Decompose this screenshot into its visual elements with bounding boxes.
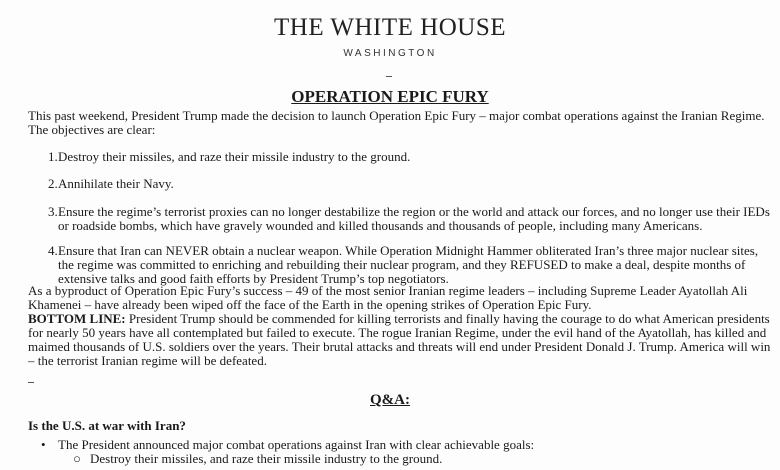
bottom-line-label: BOTTOM LINE: xyxy=(28,311,126,326)
objective-item xyxy=(58,150,410,164)
qa-heading: Q&A: xyxy=(370,392,410,408)
bottom-line-line: – the terrorist Iranian regime will be defeated. xyxy=(28,353,267,368)
objective-line: extensive talks and good faith efforts by President Trump’s top negotiators. xyxy=(58,271,449,286)
objective-number: 1. xyxy=(48,149,58,164)
bullet-circle-icon: ○ xyxy=(73,451,81,466)
letterhead-title: THE WHITE HOUSE xyxy=(274,14,506,41)
qa-answer-bullet xyxy=(41,437,535,452)
objective-line: Annihilate their Navy. xyxy=(58,176,174,191)
bottom-line-line: maimed thousands of U.S. soldiers over the years. Their brutal attacks and threats will end under President Donald J. Trump. America will win xyxy=(28,339,771,354)
byproduct-line: As a byproduct of Operation Epic Fury’s success – 49 of the most senior Iranian regime leaders – including Supreme Leader Ayatollah Ali xyxy=(28,283,748,298)
byproduct-paragraph xyxy=(28,284,763,312)
objective-line: or roadside bombs, which have gravely wounded and killed thousands and thousands of people, including many Americans. xyxy=(58,218,703,233)
objective-item xyxy=(58,244,758,286)
objective-number: 2. xyxy=(48,176,58,191)
objective-item xyxy=(58,177,174,191)
objective-number: 3. xyxy=(48,204,58,219)
qa-sub-bullet-text: Destroy their missiles, and raze their missile industry to the ground. xyxy=(90,451,443,466)
objective-line: Destroy their missiles, and raze their missile industry to the ground. xyxy=(58,149,411,164)
bottom-line-paragraph xyxy=(28,311,771,368)
letterhead-subtitle: WASHINGTON xyxy=(343,48,437,59)
document-title: OPERATION EPIC FURY xyxy=(291,87,489,106)
qa-question: Is the U.S. at war with Iran? xyxy=(28,418,186,433)
qa-sub-bullet xyxy=(73,451,443,466)
letterhead-divider-mark xyxy=(386,76,392,77)
qa-answer-text: The President announced major combat operations against Iran with clear achievable goals: xyxy=(58,437,535,452)
byproduct-line: Khamenei – have already been wiped off the face of the Earth in the opening strikes of Operation Epic Fury. xyxy=(28,297,592,312)
intro-line: The objectives are clear: xyxy=(28,122,156,137)
objective-line: Ensure the regime’s terrorist proxies can no longer destabilize the region or the world and attack our forces, and no longer use their IEDs xyxy=(58,204,770,219)
bottom-line-text: President Trump should be commended for killing terrorists and finally having the courage to do what American presidents xyxy=(125,311,770,326)
objective-line: Ensure that Iran can NEVER obtain a nuclear weapon. While Operation Midnight Hammer obliterated Iran’s three major nuclear sites, xyxy=(58,243,759,258)
bullet-dot-icon: • xyxy=(41,437,46,452)
bottom-line-line: for nearly 50 years have all contemplated but failed to execute. The rogue Iranian Regime, under the evil hand of the Ayatollah, has killed and xyxy=(28,325,767,340)
objective-number: 4. xyxy=(48,243,58,258)
intro-paragraph xyxy=(28,109,763,137)
objective-item xyxy=(58,205,770,233)
bottom-line-first-line xyxy=(28,311,770,326)
intro-line: This past weekend, President Trump made the decision to launch Operation Epic Fury – major combat operations against the Iranian Regime. xyxy=(28,108,765,123)
objective-line: the regime was committed to enriching and rebuilding their nuclear program, and they REFUSED to make a deal, despite months of xyxy=(58,257,746,272)
section-divider-mark xyxy=(28,382,34,383)
